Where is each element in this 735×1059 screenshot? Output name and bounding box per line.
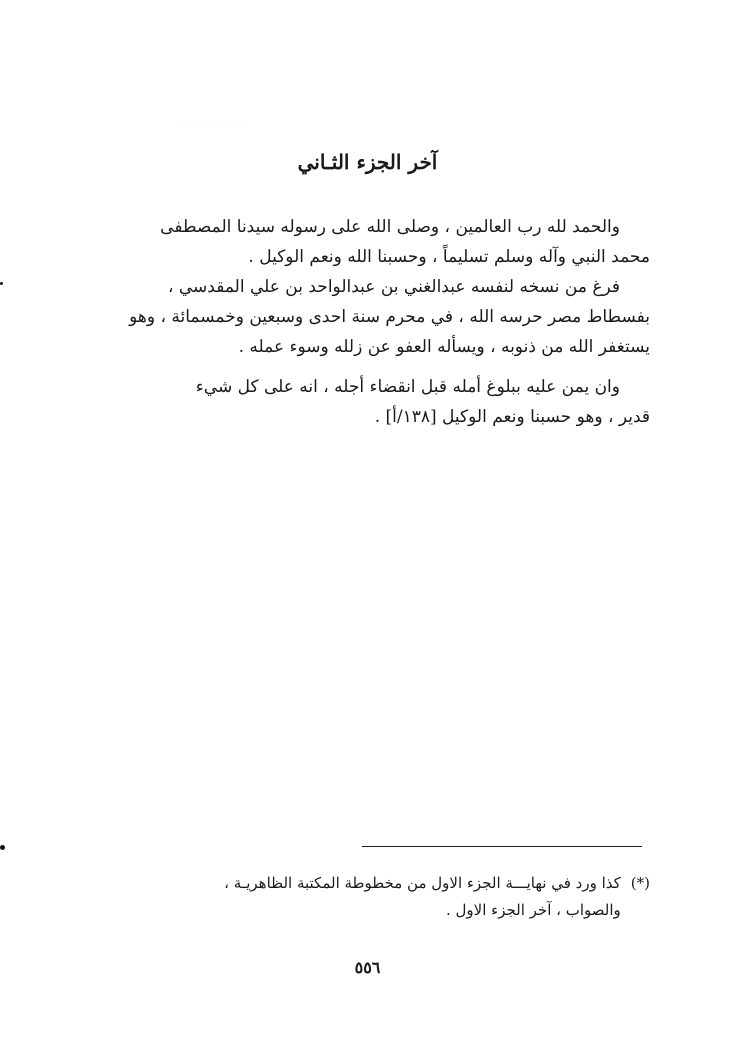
margin-dot (0, 282, 3, 285)
footnote-marker: (*) (630, 874, 650, 892)
text-line: بفسطاط مصر حرسه الله ، في محرم سنة احدى وسبعين وخمسمائة ، وهو (129, 307, 650, 327)
paragraph-1 (110, 212, 650, 272)
paragraph-3 (110, 372, 650, 432)
scan-speckle (175, 118, 245, 124)
margin-dot (0, 845, 5, 850)
text-line: يستغفر الله من ذنوبه ، ويسأله العفو عن زلله وسوء عمله . (238, 337, 650, 357)
paragraph-2 (110, 272, 650, 362)
section-title: آخر الجزء الثـاني (297, 150, 438, 174)
footnote (120, 870, 650, 924)
text-line: قدير ، وهو حسبنا ونعم الوكيل [١٣٨/أ] . (374, 407, 650, 427)
footnote-line: والصواب ، آخر الجزء الاول . (445, 901, 621, 919)
footnote-text (120, 870, 621, 924)
page-number: ٥٥٦ (354, 958, 381, 977)
text-line: محمد النبي وآله وسلم تسليماً ، وحسبنا الله ونعم الوكيل . (248, 247, 650, 267)
footnote-separator (362, 846, 642, 847)
text-line: وان يمن عليه ببلوغ أمله قبل انقضاء أجله ، انه على كل شيء (195, 377, 620, 397)
text-line: فرغ من نسخه لنفسه عبدالغني بن عبدالواحد بن علي المقدسي ، (168, 277, 620, 297)
main-text (110, 212, 650, 432)
text-line: والحمد لله رب العالمين ، وصلى الله على رسوله سيدنا المصطفى (160, 217, 620, 237)
footnote-line: كذا ورد في نهايـــة الجزء الاول من مخطوطة المكتبة الظاهريـة ، (224, 874, 621, 892)
